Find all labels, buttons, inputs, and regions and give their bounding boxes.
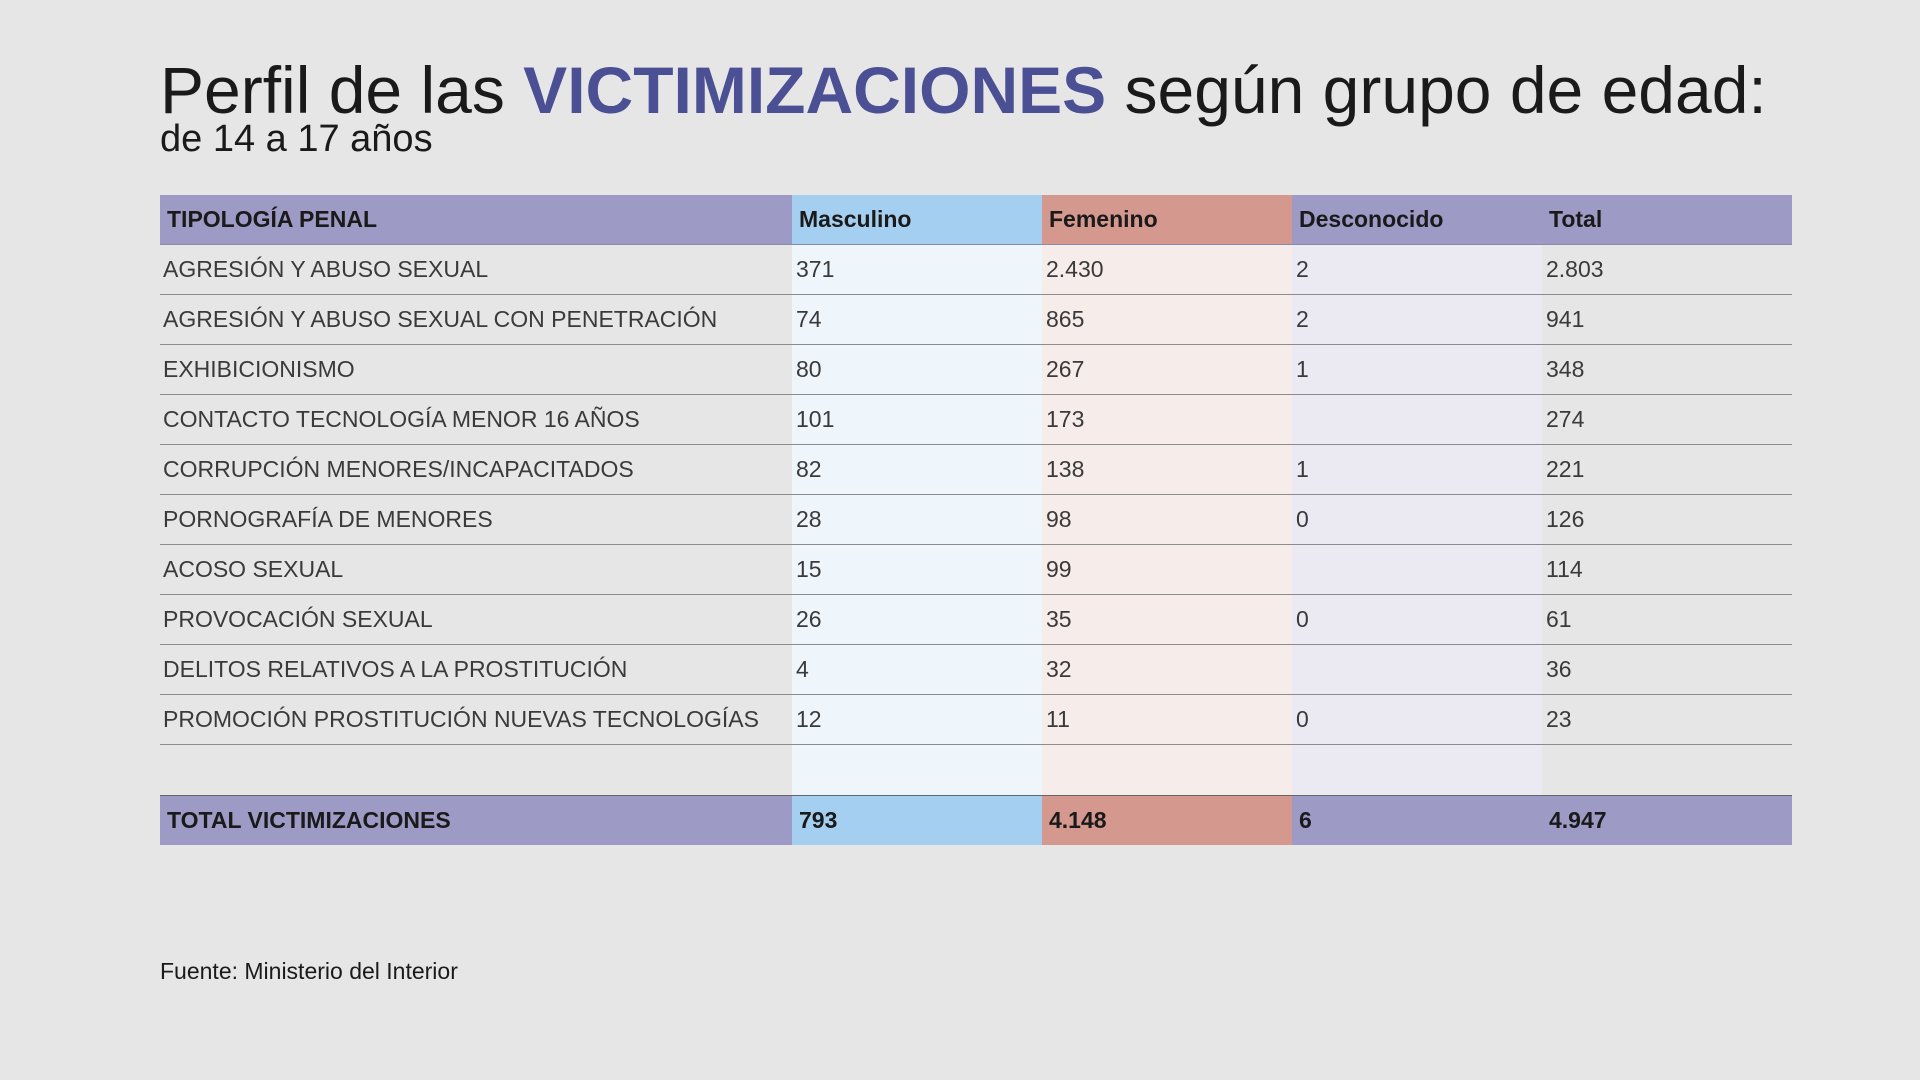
cell-masculino: 80	[792, 345, 1042, 394]
header-masculino: Masculino	[792, 195, 1042, 245]
cell-tipologia: CORRUPCIÓN MENORES/INCAPACITADOS	[163, 456, 634, 482]
header-femenino: Femenino	[1042, 195, 1292, 245]
cell-femenino: 11	[1042, 695, 1292, 744]
cell-total: 941	[1546, 306, 1585, 332]
cell-total: 348	[1546, 356, 1585, 382]
cell-tipologia: EXHIBICIONISMO	[163, 356, 355, 382]
total-masculino: 793	[792, 795, 1042, 845]
cell-femenino: 98	[1042, 495, 1292, 544]
cell-desconocido: 0	[1292, 595, 1542, 644]
title-highlight: VICTIMIZACIONES	[523, 53, 1107, 127]
header-tipologia: TIPOLOGÍA PENAL	[160, 195, 792, 245]
page-subtitle: de 14 a 17 años	[160, 118, 433, 160]
cell-masculino: 371	[792, 245, 1042, 294]
total-femenino: 4.148	[1042, 795, 1292, 845]
title-suffix: según grupo de edad:	[1106, 53, 1767, 127]
cell-femenino: 173	[1042, 395, 1292, 444]
cell-desconocido: 0	[1292, 695, 1542, 744]
header-desconocido: Desconocido	[1292, 195, 1542, 245]
cell-desconocido: 1	[1292, 445, 1542, 494]
cell-tipologia: AGRESIÓN Y ABUSO SEXUAL	[163, 256, 489, 282]
title-prefix: Perfil de las	[160, 53, 524, 127]
cell-desconocido: 1	[1292, 345, 1542, 394]
cell-desconocido	[1292, 395, 1542, 444]
cell-masculino: 28	[792, 495, 1042, 544]
cell-desconocido: 2	[1292, 295, 1542, 344]
table-row	[160, 395, 1792, 445]
table-row	[160, 295, 1792, 345]
table-row	[160, 445, 1792, 495]
cell-desconocido: 0	[1292, 495, 1542, 544]
cell-masculino: 15	[792, 545, 1042, 594]
cell-masculino: 101	[792, 395, 1042, 444]
table-row	[160, 245, 1792, 295]
cell-tipologia: AGRESIÓN Y ABUSO SEXUAL CON PENETRACIÓN	[163, 306, 718, 332]
cell-total: 23	[1546, 706, 1572, 732]
cell-total: 114	[1546, 556, 1583, 582]
cell-tipologia: PROVOCACIÓN SEXUAL	[163, 606, 433, 632]
table-row	[160, 645, 1792, 695]
cell-femenino: 267	[1042, 345, 1292, 394]
cell-total: 2.803	[1546, 256, 1604, 282]
table-row	[160, 695, 1792, 745]
cell-total: 274	[1546, 406, 1585, 432]
total-label: TOTAL VICTIMIZACIONES	[160, 795, 792, 845]
table-spacer-row	[160, 745, 1792, 795]
header-total: Total	[1542, 195, 1792, 245]
cell-tipologia: PROMOCIÓN PROSTITUCIÓN NUEVAS TECNOLOGÍAS	[163, 706, 759, 732]
cell-total: 36	[1546, 656, 1572, 682]
table-row	[160, 545, 1792, 595]
cell-masculino: 12	[792, 695, 1042, 744]
cell-desconocido	[1292, 545, 1542, 594]
source-note: Fuente: Ministerio del Interior	[160, 958, 458, 984]
cell-femenino: 865	[1042, 295, 1292, 344]
cell-femenino: 35	[1042, 595, 1292, 644]
cell-masculino: 74	[792, 295, 1042, 344]
table-body	[160, 245, 1792, 745]
cell-femenino: 99	[1042, 545, 1292, 594]
total-total: 4.947	[1542, 795, 1792, 845]
cell-masculino: 82	[792, 445, 1042, 494]
cell-tipologia: PORNOGRAFÍA DE MENORES	[163, 506, 493, 532]
cell-femenino: 2.430	[1042, 245, 1292, 294]
victimization-table	[160, 195, 1792, 845]
cell-femenino: 138	[1042, 445, 1292, 494]
cell-desconocido: 2	[1292, 245, 1542, 294]
table-row	[160, 595, 1792, 645]
table-row	[160, 345, 1792, 395]
cell-tipologia: ACOSO SEXUAL	[163, 556, 344, 582]
cell-tipologia: DELITOS RELATIVOS A LA PROSTITUCIÓN	[163, 656, 628, 682]
table-row	[160, 495, 1792, 545]
cell-total: 221	[1546, 456, 1585, 482]
total-desconocido: 6	[1292, 795, 1542, 845]
table-header-row	[160, 195, 1792, 245]
cell-total: 126	[1546, 506, 1585, 532]
cell-tipologia: CONTACTO TECNOLOGÍA MENOR 16 AÑOS	[163, 406, 640, 432]
cell-total: 61	[1546, 606, 1572, 632]
cell-femenino: 32	[1042, 645, 1292, 694]
cell-masculino: 26	[792, 595, 1042, 644]
cell-desconocido	[1292, 645, 1542, 694]
cell-masculino: 4	[792, 645, 1042, 694]
table-total-row	[160, 795, 1792, 845]
